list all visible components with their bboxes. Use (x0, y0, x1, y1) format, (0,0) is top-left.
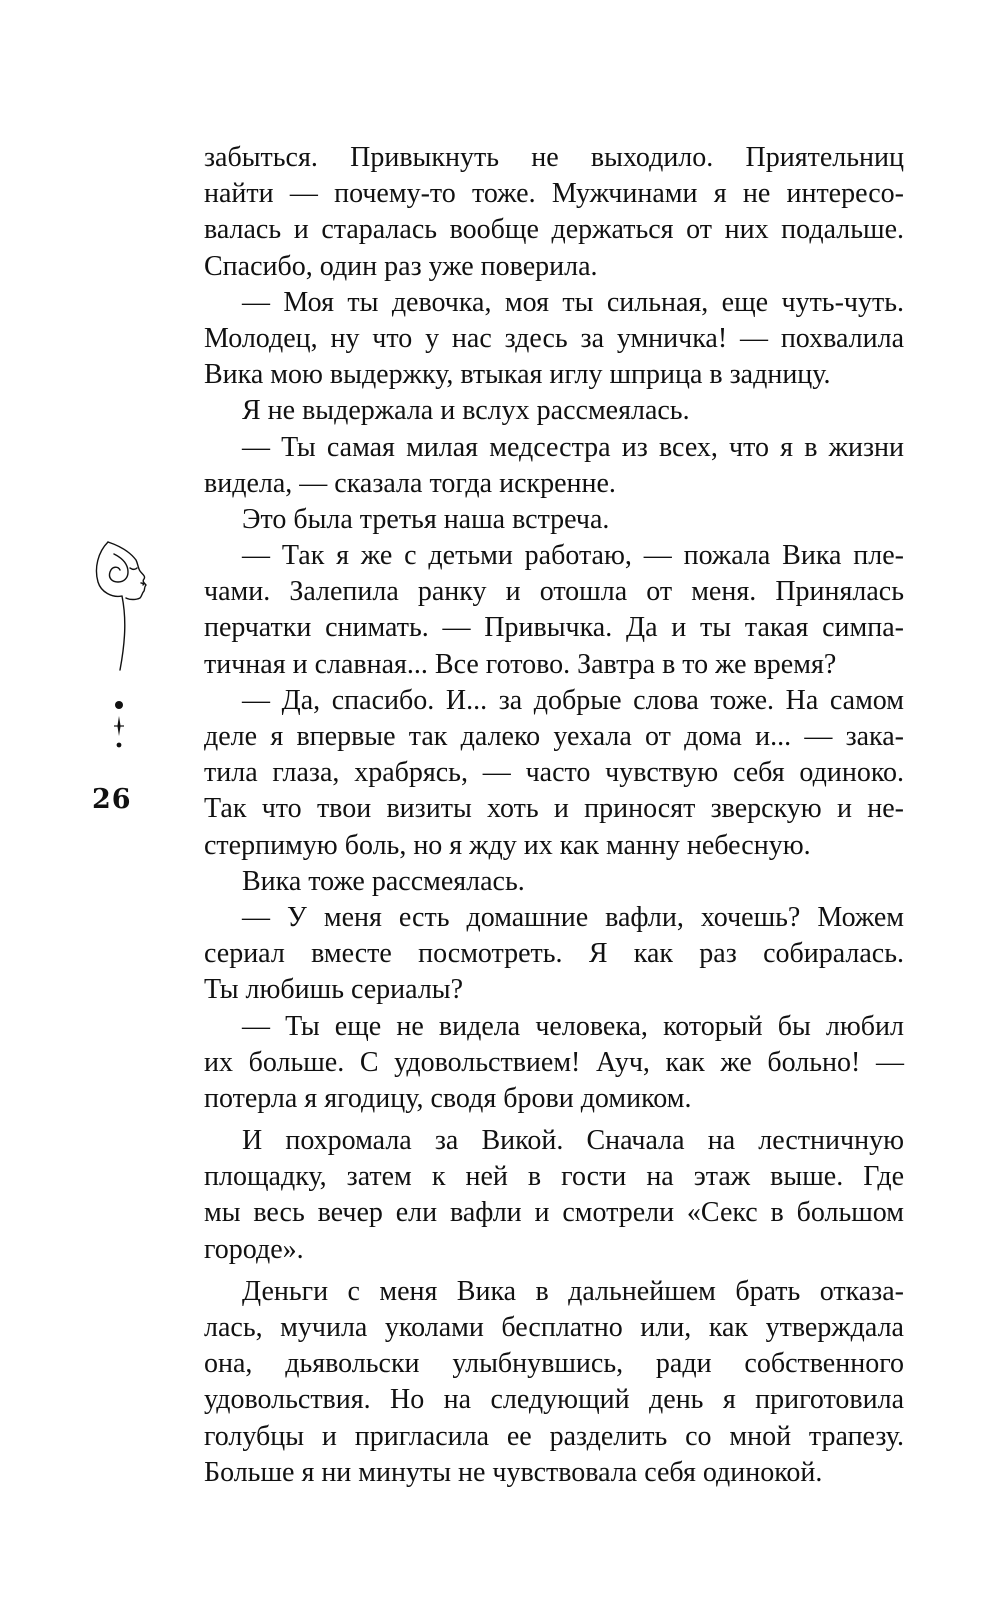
text-line: потерла я ягодицу, сводя брови домиком. (204, 1082, 692, 1114)
text-line: — Ты самая милая медсестра из всех, что я в жизни (242, 431, 904, 463)
text-line: Деньги с меня Вика в дальнейшем брать отказа- (242, 1275, 904, 1307)
text-line: городе». (204, 1233, 304, 1265)
text-line: Ты любишь сериалы? (204, 974, 464, 1006)
text-line: лась, мучила уколами бесплатно или, как утверждала (204, 1312, 904, 1343)
text-line: стерпимую боль, но я жду их как манну небесную. (204, 829, 811, 861)
text-line: Вика мою выдержку, втыкая иглу шприца в задницу. (204, 359, 831, 391)
text-line: И похромала за Викой. Сначала на лестничную (242, 1125, 904, 1157)
text-line: Молодец, ну что у нас здесь за умничка! — похвалила (204, 322, 904, 354)
page-number: 26 (92, 784, 132, 815)
text-line: Вика тоже рассмеялась. (242, 865, 525, 897)
text-line: — Да, спасибо. И... за добрые слова тоже. На самом (242, 684, 904, 716)
dots-star-divider-icon (111, 700, 127, 756)
text-line: — Моя ты девочка, моя ты сильная, еще чуть-чуть. (242, 286, 904, 318)
face-profile-line-art-icon (92, 538, 168, 674)
text-line: найти — почему-то тоже. Мужчинами я не интересо- (204, 178, 904, 210)
text-line: забыться. Привыкнуть не выходило. Приятельниц (204, 142, 904, 173)
text-line: площадку, затем к ней в гости на этаж выше. Где (204, 1161, 904, 1193)
text-line: мы весь вечер ели вафли и смотрели «Секс в большом (204, 1197, 904, 1229)
text-line: удовольствия. Но на следующий день я приготовила (204, 1384, 904, 1416)
text-line: чами. Залепила ранку и отошла от меня. Принялась (204, 576, 904, 608)
text-line: она, дьявольски улыбнувшись, ради собственного (204, 1348, 904, 1380)
text-line: Спасибо, один раз уже поверила. (204, 250, 598, 282)
text-line: тичная и славная... Все готово. Завтра в то же время? (204, 648, 837, 680)
text-line: их больше. С удовольствием! Ауч, как же больно! — (204, 1046, 904, 1078)
text-line: Я не выдержала и вслух рассмеялась. (242, 395, 690, 427)
text-line: Это была третья наша встреча. (242, 503, 610, 535)
text-line: тила глаза, храбрясь, — часто чувствую себя одиноко. (204, 757, 904, 789)
text-line: видела, — сказала тогда искренне. (204, 467, 616, 499)
text-line: — Ты еще не видела человека, который бы любил (242, 1010, 904, 1042)
text-line: — У меня есть домашние вафли, хочешь? Можем (242, 901, 904, 933)
text-line: Так что твои визиты хоть и приносят зверскую и не- (204, 793, 904, 825)
text-line: валась и старалась вообще держаться от них подальше. (204, 214, 904, 246)
text-line: — Так я же с детьми работаю, — пожала Вика пле- (242, 540, 904, 572)
text-line: голубцы и пригласила ее разделить со мной трапезу. (204, 1420, 904, 1452)
body-text (204, 140, 904, 1491)
text-line: деле я впервые так далеко уехала от дома и... — зака- (204, 721, 904, 752)
text-line: перчатки снимать. — Привычка. Да и ты такая симпа- (204, 612, 904, 644)
text-line: Больше я ни минуты не чувствовала себя одинокой. (204, 1456, 823, 1488)
text-line: сериал вместе посмотреть. Я как раз собиралась. (204, 938, 904, 970)
